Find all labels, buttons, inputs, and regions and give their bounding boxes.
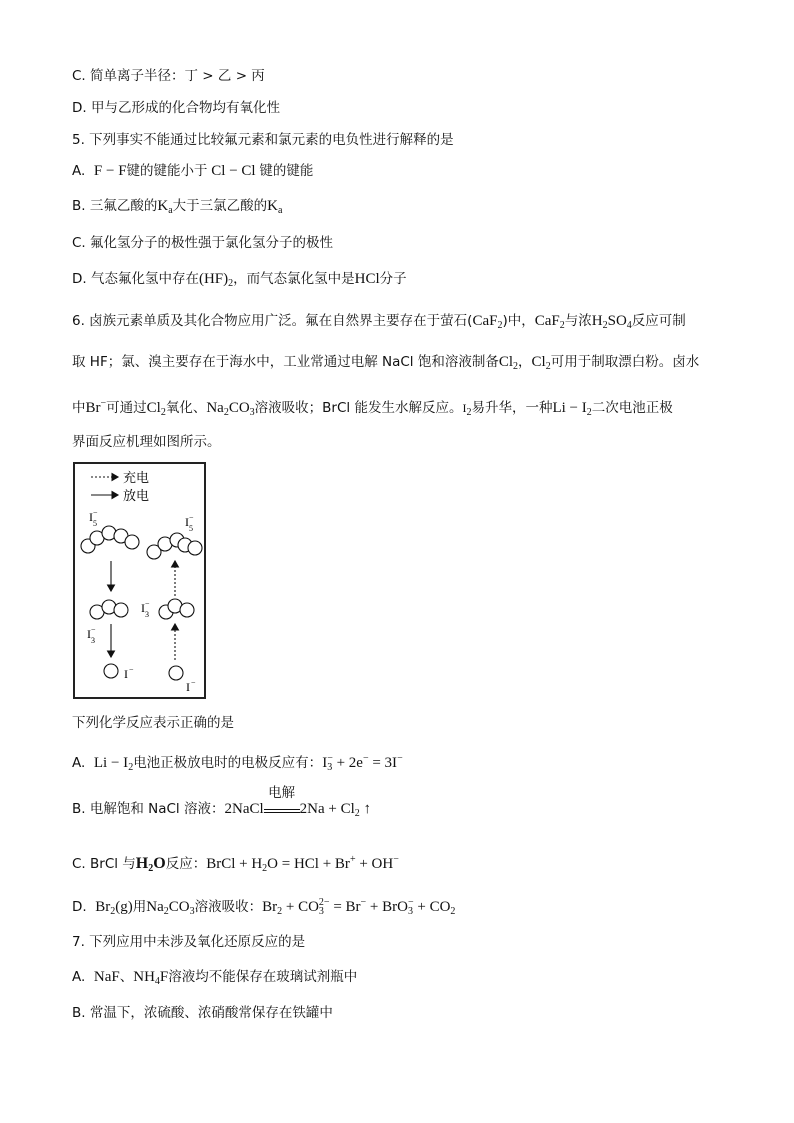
q6-paragraph-line1: 6. 卤族元素单质及其化合物应用广泛。氟在自然界主要存在于萤石(CaF$_2$)中，CaF$_2$与浓$H_2SO_4$反应可制 <box>72 313 686 331</box>
i5-molecule-left <box>81 526 139 553</box>
q6-ask: 下列化学反应表示正确的是 <box>72 715 234 731</box>
svg-text:−: − <box>191 678 196 687</box>
svg-text:−: − <box>145 599 150 608</box>
svg-text:3: 3 <box>145 610 149 619</box>
i3-molecule-left <box>90 600 128 619</box>
iodide-ion-left <box>104 664 118 678</box>
i5-label-left: I <box>89 510 93 524</box>
iodide-label-right: I <box>186 680 190 694</box>
i5-molecule-right <box>147 533 202 559</box>
q5-option-d: D. 气态氟化氢中存在$(HF)_2$，而气态氯化氢中是HCl分子 <box>72 271 407 289</box>
svg-text:−: − <box>93 508 98 517</box>
q5-option-a: A. F − F键的键能小于 Cl − Cl 键的键能 <box>72 163 314 179</box>
svg-text:5: 5 <box>93 519 97 528</box>
q6-paragraph-line3: 中Br−可通过$Cl_2$氧化、$Na_2CO_3$溶液吸收；BrCl 能发生水解反应。$I_2$易升华，一种$Li - I_2$二次电池正极 <box>72 398 673 418</box>
i3-molecule-right <box>159 599 194 619</box>
q4-option-d: D. 甲与乙形成的化合物均有氧化性 <box>72 100 280 116</box>
q7-stem: 7. 下列应用中未涉及氧化还原反应的是 <box>72 934 306 950</box>
electrolysis-condition: 电解 <box>268 785 296 801</box>
q5-option-b: B. 三氟乙酸的$K_a$大于三氯乙酸的$K_a$ <box>72 198 283 216</box>
iodide-ion-right <box>169 666 183 680</box>
i3-label-right: I <box>141 601 145 615</box>
q5-stem: 5. 下列事实不能通过比较氟元素和氯元素的电负性进行解释的是 <box>72 132 454 148</box>
q6-option-a: A. $Li - I_2$电池正极放电时的电极反应有：$I_3^- + 2e^- = 3I^-$ <box>72 753 403 773</box>
q6-option-b: B. 电解饱和 NaCl 溶液：2NaCl 电解 $2Na + Cl_2$ ↑ <box>72 785 372 819</box>
svg-text:−: − <box>91 625 96 634</box>
svg-text:3: 3 <box>91 636 95 645</box>
svg-text:5: 5 <box>189 524 193 533</box>
q7-option-b: B. 常温下，浓硫酸、浓硝酸常保存在铁罐中 <box>72 1005 333 1021</box>
q6-option-c: C. BrCl 与H2O反应：BrCl + $H_2O$ = HCl + Br+ + OH− <box>72 854 399 874</box>
reaction-mechanism-figure <box>73 462 206 699</box>
i3-label-left: I <box>87 627 91 641</box>
charge-legend-label: 充电 <box>123 471 150 486</box>
q7-option-a: A. NaF、$NH_4F$溶液均不能保存在玻璃试剂瓶中 <box>72 969 358 987</box>
svg-text:−: − <box>189 513 194 522</box>
svg-text:−: − <box>129 665 134 674</box>
mechanism-diagram <box>75 464 204 697</box>
q6-paragraph-line4: 界面反应机理如图所示。 <box>72 434 221 450</box>
q6-paragraph-line2: 取 HF；氯、溴主要存在于海水中，工业常通过电解 NaCl 饱和溶液制备$Cl_2$，$Cl_2$可用于制取漂白粉。卤水 <box>72 354 700 372</box>
q5-option-c: C. 氟化氢分子的极性强于氯化氢分子的极性 <box>72 235 334 251</box>
discharge-legend-label: 放电 <box>123 489 150 504</box>
q6-option-d: D. $Br_2(g)$用$Na_2CO_3$溶液吸收：$Br_2 + CO_3^{2-} = Br^- + BrO_3^- + CO_2$ <box>72 897 456 917</box>
i5-label-right: I <box>185 515 189 529</box>
q4-option-c: C. 简单离子半径：丁 > 乙 > 丙 <box>72 68 265 84</box>
iodide-label-left: I <box>124 667 128 681</box>
